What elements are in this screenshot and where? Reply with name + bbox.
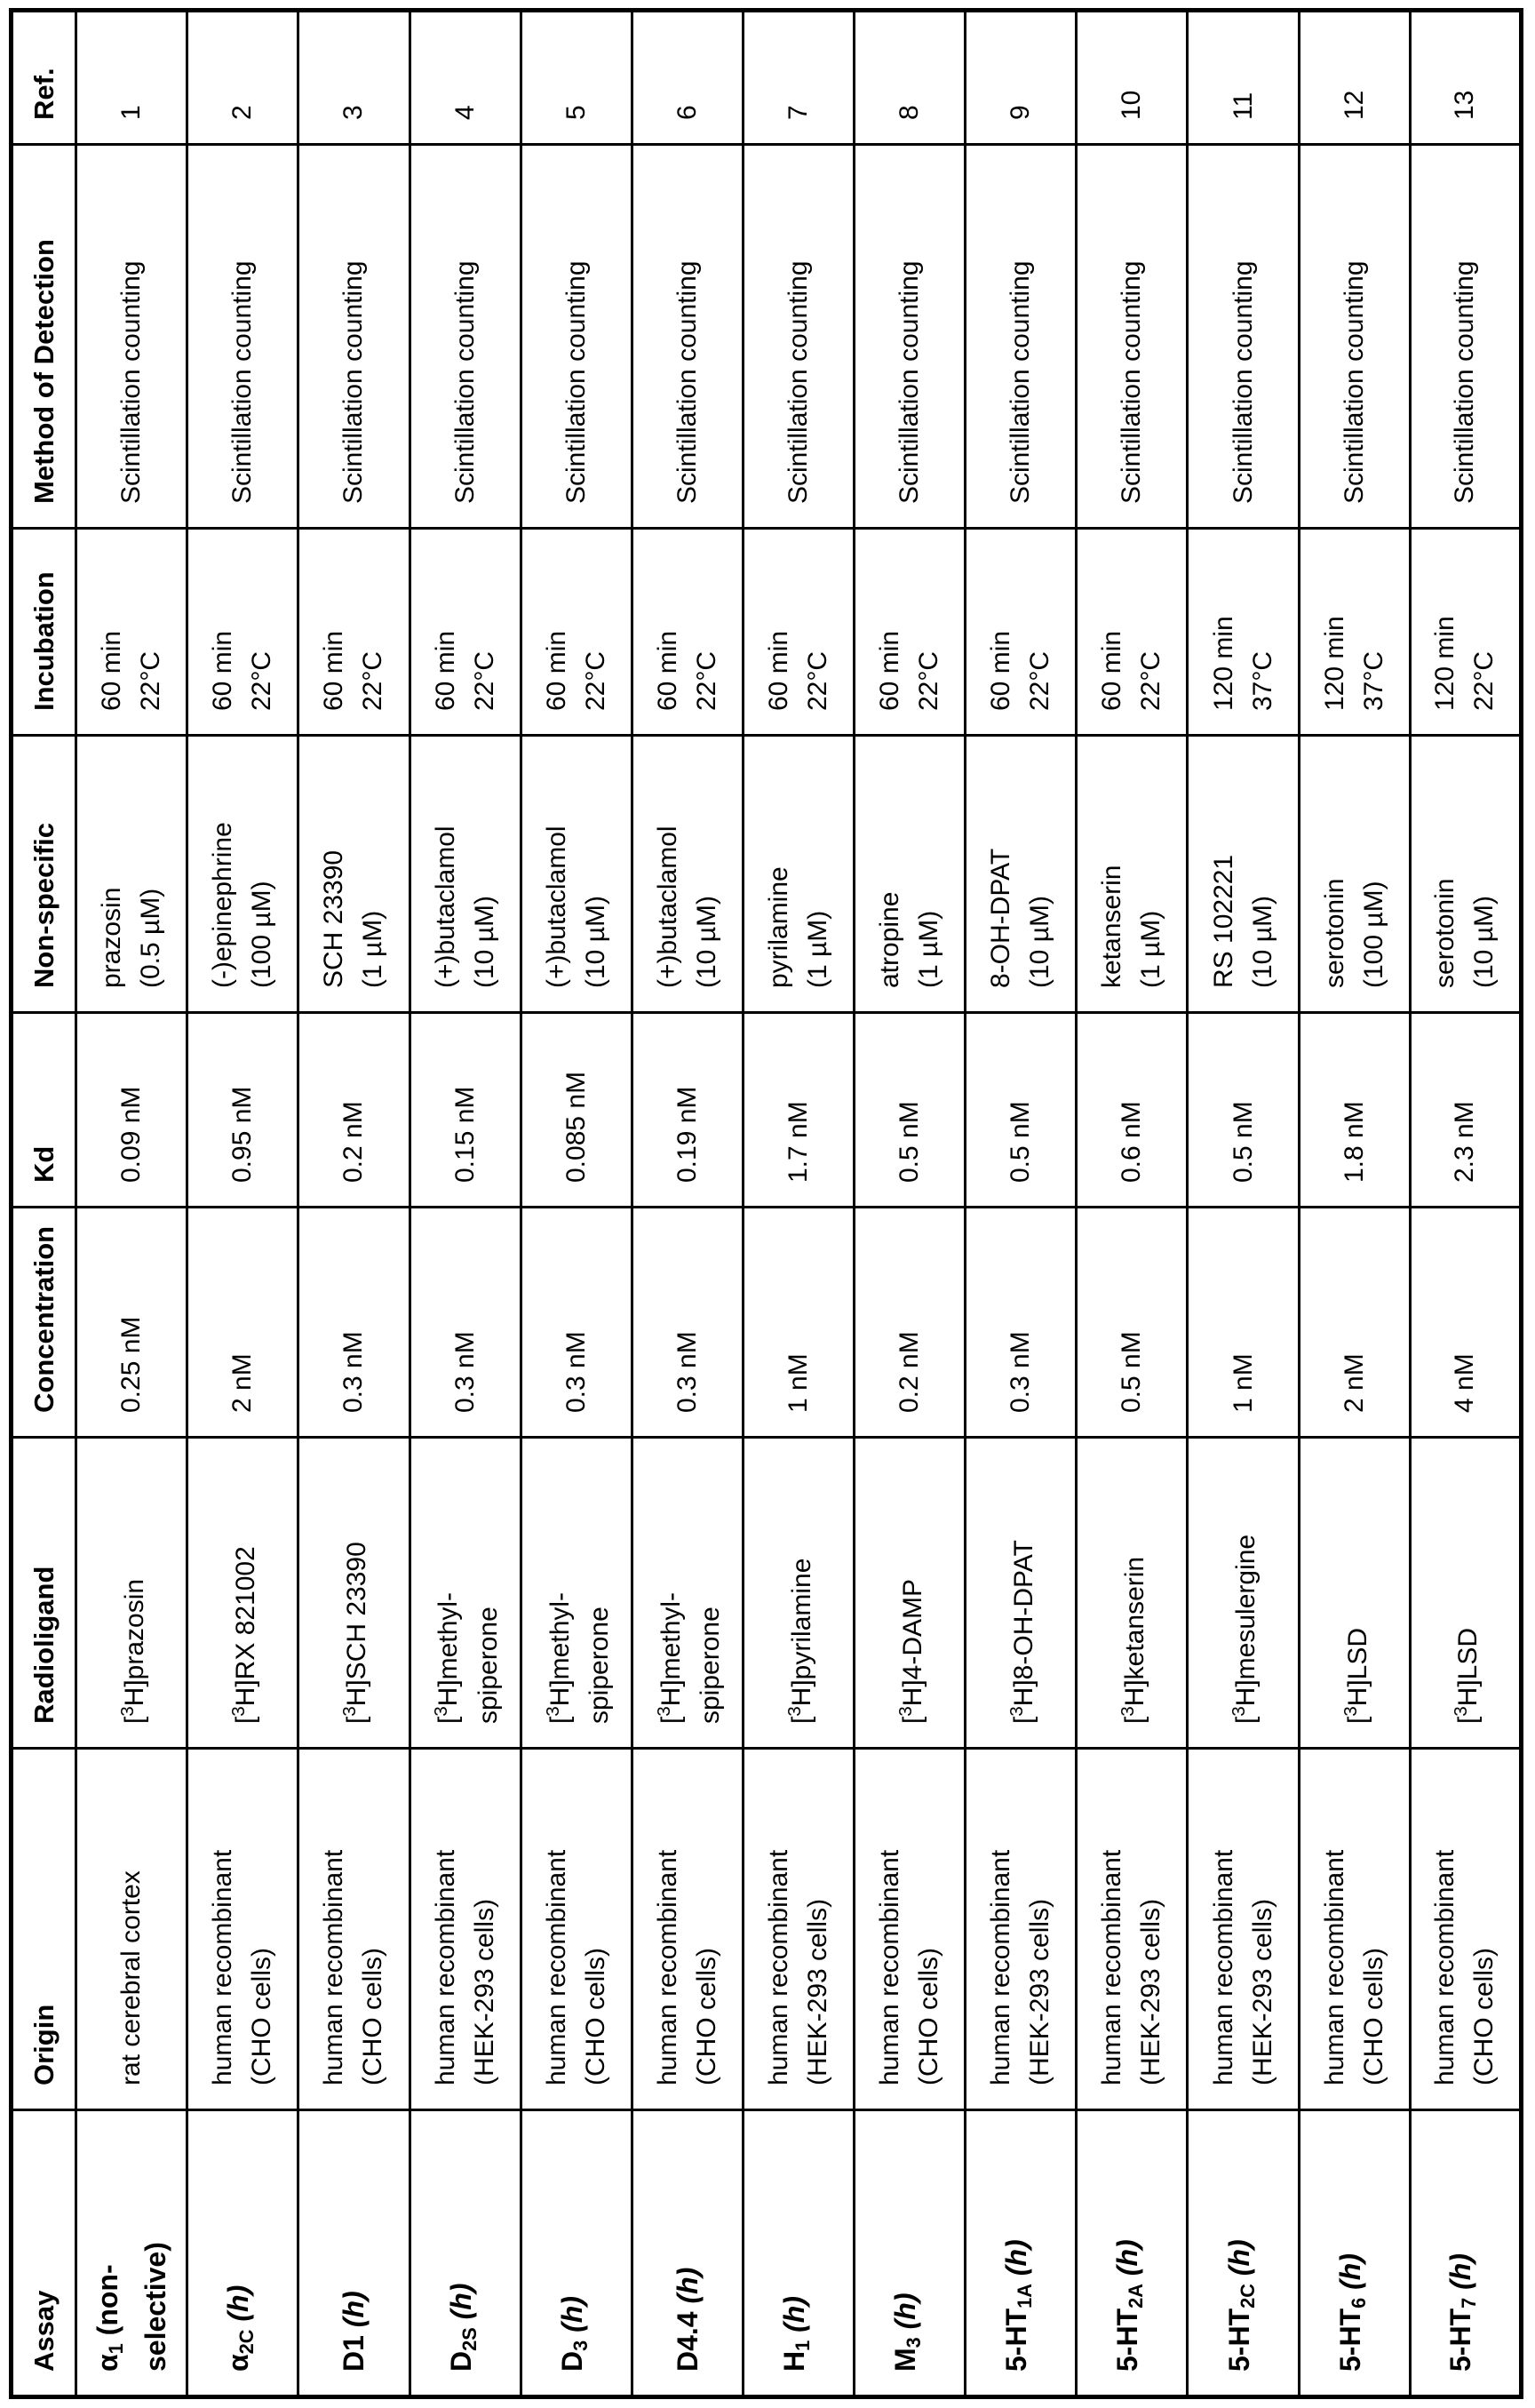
cell-text-segment: [	[787, 1716, 817, 1724]
table-row-13	[1410, 11, 1521, 2397]
cell-10-kd: 0.6 nM	[1077, 1013, 1188, 1208]
cell-7-nonspecific: pyrilamine (1 µM)	[743, 736, 854, 1013]
cell-2-ref: 2	[187, 11, 298, 145]
cell-5-nonspecific: (+)butaclamol (10 µM)	[521, 736, 632, 1013]
cell-5-ref: 5	[521, 11, 632, 145]
cell-text-segment: [	[1120, 1716, 1150, 1724]
table-row-3	[298, 11, 410, 2397]
table-row-6	[632, 11, 743, 2397]
cell-text-segment: (h)	[889, 2292, 922, 2330]
cell-text-segment: 1	[105, 2343, 128, 2355]
table-row-12	[1299, 11, 1410, 2397]
cell-11-concentration: 1 nM	[1188, 1208, 1299, 1438]
cell-4-origin: human recombinant (HEK-293 cells)	[410, 1749, 521, 2110]
cell-text-segment: 3	[1340, 1706, 1361, 1717]
cell-1-radioligand	[76, 1438, 187, 1749]
cell-8-concentration: 0.2 nM	[855, 1208, 966, 1438]
cell-8-incubation: 60 min 22°C	[855, 529, 966, 736]
cell-text-segment: 5-HT	[1111, 2308, 1144, 2372]
cell-text-segment: 5-HT	[1333, 2308, 1366, 2372]
cell-text-segment: 3	[903, 2337, 926, 2348]
cell-text-segment: [	[120, 1716, 150, 1724]
cell-5-incubation: 60 min 22°C	[521, 529, 632, 736]
cell-8-origin: human recombinant (CHO cells)	[855, 1749, 966, 2110]
cell-7-method: Scintillation counting	[743, 145, 854, 529]
cell-text-segment: H]mesulergine	[1231, 1534, 1261, 1707]
cell-text-segment: H]LSD	[1453, 1627, 1483, 1707]
cell-3-concentration: 0.3 nM	[298, 1208, 410, 1438]
cell-5-kd: 0.085 nM	[521, 1013, 632, 1208]
cell-text-segment: (h)	[1333, 2253, 1366, 2290]
table-row-11	[1188, 11, 1299, 2397]
cell-7-origin: human recombinant (HEK-293 cells)	[743, 1749, 854, 2110]
cell-11-assay	[1188, 2110, 1299, 2397]
cell-13-assay	[1410, 2110, 1521, 2397]
cell-9-method: Scintillation counting	[966, 145, 1077, 529]
cell-2-radioligand	[187, 1438, 298, 1749]
cell-10-method: Scintillation counting	[1077, 145, 1188, 529]
cell-text-segment: 6	[1347, 2297, 1370, 2308]
cell-text-segment: H]methyl-	[656, 1591, 686, 1707]
cell-6-nonspecific: (+)butaclamol (10 µM)	[632, 736, 743, 1013]
cell-5-radioligand	[521, 1438, 632, 1749]
cell-text-segment	[556, 2332, 588, 2340]
cell-text-segment: spiperone	[584, 1607, 614, 1724]
table-row-7	[743, 11, 854, 2397]
cell-text-segment: (h)	[1111, 2239, 1144, 2276]
cell-2-method: Scintillation counting	[187, 145, 298, 529]
cell-text-segment: H]LSD	[1342, 1627, 1372, 1707]
cell-8-assay	[855, 2110, 966, 2397]
cell-4-assay	[410, 2110, 521, 2397]
cell-text-segment: 3	[896, 1706, 917, 1717]
cell-1-incubation: 60 min 22°C	[76, 529, 187, 736]
cell-text-segment: [	[1009, 1716, 1039, 1724]
cell-text-segment: (h)	[1000, 2239, 1033, 2276]
cell-text-segment: 1A	[1014, 2284, 1037, 2308]
cell-1-concentration: 0.25 nM	[76, 1208, 187, 1438]
cell-8-radioligand	[855, 1438, 966, 1749]
cell-11-incubation: 120 min 37°C	[1188, 529, 1299, 736]
cell-1-kd: 0.09 nM	[76, 1013, 187, 1208]
cell-text-segment: H	[777, 2350, 810, 2372]
table-body	[12, 11, 1522, 2397]
cell-text-segment: 3	[784, 1706, 805, 1717]
header-cell-origin: Origin	[12, 1749, 76, 2110]
cell-4-ref: 4	[410, 11, 521, 145]
cell-text-segment: H]SCH 23390	[342, 1542, 372, 1707]
table-row-2	[187, 11, 298, 2397]
cell-9-nonspecific: 8-OH-DPAT (10 µM)	[966, 736, 1077, 1013]
cell-text-segment: [	[898, 1716, 928, 1724]
cell-11-kd: 0.5 nM	[1188, 1013, 1299, 1208]
cell-11-nonspecific: RS 102221 (10 µM)	[1188, 736, 1299, 1013]
cell-text-segment: H]4-DAMP	[898, 1578, 928, 1707]
cell-2-nonspecific: (-)epinephrine (100 µM)	[187, 736, 298, 1013]
cell-text-segment	[1444, 2290, 1476, 2298]
cell-text-segment: 3	[432, 1706, 452, 1717]
cell-text-segment: α	[91, 2354, 124, 2372]
cell-5-concentration: 0.3 nM	[521, 1208, 632, 1438]
cell-text-segment: 3	[340, 1706, 361, 1717]
cell-13-kd: 2.3 nM	[1410, 1013, 1521, 1208]
cell-text-segment	[445, 2319, 477, 2327]
cell-text-segment: D1	[338, 2327, 370, 2372]
cell-1-nonspecific: prazosin (0.5 µM)	[76, 736, 187, 1013]
cell-text-segment: 3	[654, 1706, 674, 1717]
cell-10-incubation: 60 min 22°C	[1077, 529, 1188, 736]
cell-13-concentration: 4 nM	[1410, 1208, 1521, 1438]
cell-13-ref: 13	[1410, 11, 1521, 145]
table-row-4	[410, 11, 521, 2397]
cell-13-incubation: 120 min 22°C	[1410, 529, 1521, 736]
header-cell-ref: Ref.	[12, 11, 76, 145]
cell-5-assay	[521, 2110, 632, 2397]
cell-text-segment: [	[231, 1716, 261, 1724]
cell-7-radioligand	[743, 1438, 854, 1749]
cell-11-radioligand	[1188, 1438, 1299, 1749]
cell-text-segment: (h)	[222, 2284, 255, 2322]
cell-text-segment: [	[545, 1716, 575, 1724]
cell-text-segment: [	[433, 1716, 464, 1724]
cell-6-origin: human recombinant (CHO cells)	[632, 1749, 743, 2110]
cell-text-segment: H]methyl-	[433, 1591, 464, 1707]
cell-6-method: Scintillation counting	[632, 145, 743, 529]
table-row-9	[966, 11, 1077, 2397]
cell-5-method: Scintillation counting	[521, 145, 632, 529]
cell-7-concentration: 1 nM	[743, 1208, 854, 1438]
cell-text-segment: selective)	[139, 2242, 172, 2372]
cell-2-origin: human recombinant (CHO cells)	[187, 1749, 298, 2110]
cell-text-segment: [	[1342, 1716, 1372, 1724]
cell-text-segment: 2S	[457, 2327, 481, 2351]
cell-text-segment: 2C	[1236, 2284, 1259, 2308]
cell-7-assay	[743, 2110, 854, 2397]
cell-4-nonspecific: (+)butaclamol (10 µM)	[410, 736, 521, 1013]
cell-text-segment: H]8-OH-DPAT	[1009, 1540, 1039, 1707]
cell-12-origin: human recombinant (CHO cells)	[1299, 1749, 1410, 2110]
cell-text-segment: [	[342, 1716, 372, 1724]
rotated-table-wrapper	[9, 12, 1523, 2399]
cell-10-ref: 10	[1077, 11, 1188, 145]
cell-10-origin: human recombinant (HEK-293 cells)	[1077, 1749, 1188, 2110]
header-cell-nonspecific: Non-specific	[12, 736, 76, 1013]
cell-text-segment: 3	[1229, 1706, 1250, 1717]
cell-6-ref: 6	[632, 11, 743, 145]
cell-text-segment: 3	[1451, 1706, 1472, 1717]
header-cell-assay: Assay	[12, 2110, 76, 2397]
cell-2-kd: 0.95 nM	[187, 1013, 298, 1208]
cell-7-kd: 1.7 nM	[743, 1013, 854, 1208]
cell-1-assay	[76, 2110, 187, 2397]
cell-text-segment: H]RX 821002	[231, 1546, 261, 1707]
cell-13-radioligand	[1410, 1438, 1521, 1749]
cell-text-segment	[1334, 2290, 1366, 2298]
cell-7-incubation: 60 min 22°C	[743, 529, 854, 736]
cell-1-origin: rat cerebral cortex	[76, 1749, 187, 2110]
cell-text-segment: 1	[791, 2340, 815, 2351]
cell-3-radioligand	[298, 1438, 410, 1749]
cell-text-segment	[1223, 2276, 1255, 2284]
cell-12-nonspecific: serotonin (100 µM)	[1299, 736, 1410, 1013]
cell-12-ref: 12	[1299, 11, 1410, 145]
cell-1-ref: 1	[76, 11, 187, 145]
cell-text-segment: (h)	[555, 2296, 588, 2332]
cell-6-kd: 0.19 nM	[632, 1013, 743, 1208]
cell-8-method: Scintillation counting	[855, 145, 966, 529]
cell-7-ref: 7	[743, 11, 854, 145]
cell-12-concentration: 2 nM	[1299, 1208, 1410, 1438]
cell-3-nonspecific: SCH 23390 (1 µM)	[298, 736, 410, 1013]
cell-13-method: Scintillation counting	[1410, 145, 1521, 529]
cell-text-segment	[778, 2332, 810, 2340]
cell-11-ref: 11	[1188, 11, 1299, 145]
cell-4-radioligand	[410, 1438, 521, 1749]
cell-text-segment: [	[1453, 1716, 1483, 1724]
cell-text-segment: 7	[1458, 2297, 1481, 2308]
cell-text-segment: spiperone	[473, 1607, 503, 1724]
cell-4-method: Scintillation counting	[410, 145, 521, 529]
table-row-5	[521, 11, 632, 2397]
cell-2-incubation: 60 min 22°C	[187, 529, 298, 736]
header-cell-kd: Kd	[12, 1013, 76, 1208]
cell-text-segment: H]ketanserin	[1120, 1556, 1150, 1707]
cell-12-method: Scintillation counting	[1299, 145, 1410, 529]
cell-text-segment: 2C	[235, 2329, 258, 2355]
header-cell-radioligand: Radioligand	[12, 1438, 76, 1749]
cell-text-segment: (h)	[444, 2283, 477, 2320]
cell-3-assay	[298, 2110, 410, 2397]
cell-text-segment: M	[889, 2348, 922, 2372]
cell-text-segment: H]pyrilamine	[787, 1558, 817, 1707]
cell-10-nonspecific: ketanserin (1 µM)	[1077, 736, 1188, 1013]
cell-text-segment: 3	[1007, 1706, 1028, 1717]
cell-text-segment: (h)	[1444, 2253, 1477, 2290]
cell-3-origin: human recombinant (CHO cells)	[298, 1749, 410, 2110]
cell-9-radioligand	[966, 1438, 1077, 1749]
cell-6-assay	[632, 2110, 743, 2397]
cell-text-segment: (h)	[338, 2291, 370, 2328]
cell-11-method: Scintillation counting	[1188, 145, 1299, 529]
header-cell-incubation: Incubation	[12, 529, 76, 736]
cell-10-radioligand	[1077, 1438, 1188, 1749]
cell-text-segment	[1111, 2276, 1143, 2284]
cell-8-ref: 8	[855, 11, 966, 145]
cell-6-concentration: 0.3 nM	[632, 1208, 743, 1438]
cell-9-assay	[966, 2110, 1077, 2397]
cell-2-assay	[187, 2110, 298, 2397]
cell-6-incubation: 60 min 22°C	[632, 529, 743, 736]
header-cell-method: Method of Detection	[12, 145, 76, 529]
assay-conditions-table	[9, 8, 1523, 2399]
cell-3-ref: 3	[298, 11, 410, 145]
cell-9-ref: 9	[966, 11, 1077, 145]
cell-5-origin: human recombinant (CHO cells)	[521, 1749, 632, 2110]
cell-13-origin: human recombinant (CHO cells)	[1410, 1749, 1521, 2110]
table-row-8	[855, 11, 966, 2397]
cell-text-segment	[222, 2322, 254, 2330]
cell-text-segment: α	[222, 2354, 255, 2372]
cell-text-segment: 2A	[1125, 2284, 1148, 2308]
cell-6-radioligand	[632, 1438, 743, 1749]
cell-1-method: Scintillation counting	[76, 145, 187, 529]
cell-text-segment: [	[656, 1716, 686, 1724]
cell-9-concentration: 0.3 nM	[966, 1208, 1077, 1438]
cell-9-kd: 0.5 nM	[966, 1013, 1077, 1208]
cell-text-segment: spiperone	[695, 1607, 725, 1724]
cell-text-segment: 3	[543, 1706, 563, 1717]
cell-12-kd: 1.8 nM	[1299, 1013, 1410, 1208]
cell-3-kd: 0.2 nM	[298, 1013, 410, 1208]
cell-text-segment: (h)	[1222, 2239, 1255, 2276]
cell-13-nonspecific: serotonin (10 µM)	[1410, 736, 1521, 1013]
cell-text-segment	[1000, 2276, 1032, 2284]
table-row-10	[1077, 11, 1188, 2397]
cell-2-concentration: 2 nM	[187, 1208, 298, 1438]
header-cell-concentration: Concentration	[12, 1208, 76, 1438]
cell-text-segment: H]prazosin	[120, 1578, 150, 1707]
cell-text-segment: D4.4	[671, 2303, 704, 2372]
cell-text-segment: 3	[1118, 1706, 1139, 1717]
cell-text-segment: (non-	[91, 2264, 124, 2344]
cell-text-segment: 5-HT	[1222, 2308, 1255, 2372]
cell-text-segment: [	[1231, 1716, 1261, 1724]
cell-8-kd: 0.5 nM	[855, 1013, 966, 1208]
cell-8-nonspecific: atropine (1 µM)	[855, 736, 966, 1013]
cell-text-segment	[889, 2329, 921, 2337]
cell-12-radioligand	[1299, 1438, 1410, 1749]
header-row	[12, 11, 76, 2397]
cell-11-origin: human recombinant (HEK-293 cells)	[1188, 1749, 1299, 2110]
cell-3-method: Scintillation counting	[298, 145, 410, 529]
table-row-1	[76, 11, 187, 2397]
cell-text-segment: 5-HT	[1444, 2308, 1477, 2372]
cell-text-segment: (h)	[671, 2267, 704, 2304]
cell-12-incubation: 120 min 37°C	[1299, 529, 1410, 736]
cell-text-segment: (h)	[777, 2296, 810, 2332]
cell-4-concentration: 0.3 nM	[410, 1208, 521, 1438]
cell-text-segment: 3	[118, 1706, 139, 1717]
cell-3-incubation: 60 min 22°C	[298, 529, 410, 736]
cell-9-incubation: 60 min 22°C	[966, 529, 1077, 736]
cell-text-segment: 3	[569, 2340, 592, 2351]
cell-text-segment: D	[444, 2350, 477, 2372]
cell-text-segment: 5-HT	[1000, 2308, 1033, 2372]
cell-4-incubation: 60 min 22°C	[410, 529, 521, 736]
cell-9-origin: human recombinant (HEK-293 cells)	[966, 1749, 1077, 2110]
cell-text-segment: H]methyl-	[545, 1591, 575, 1707]
cell-text-segment: D	[555, 2350, 588, 2372]
cell-12-assay	[1299, 2110, 1410, 2397]
cell-10-assay	[1077, 2110, 1188, 2397]
cell-10-concentration: 0.5 nM	[1077, 1208, 1188, 1438]
cell-text-segment: 3	[229, 1706, 250, 1717]
cell-4-kd: 0.15 nM	[410, 1013, 521, 1208]
